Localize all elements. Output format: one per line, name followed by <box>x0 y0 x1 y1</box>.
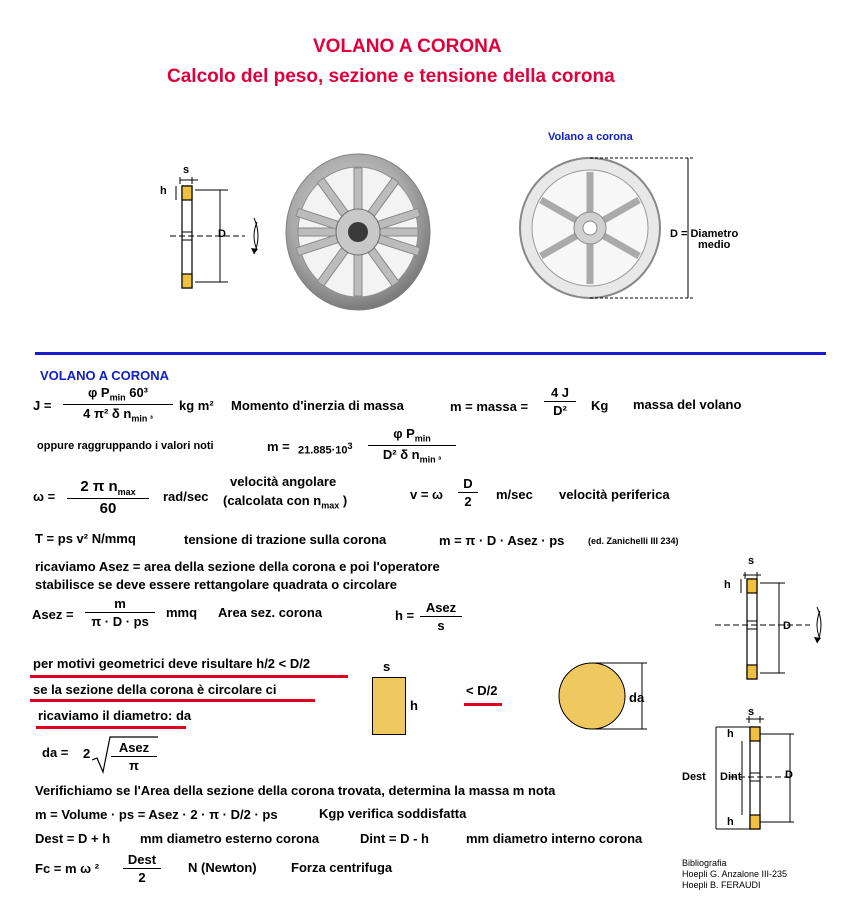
section-h-label: h <box>160 185 167 197</box>
h-fraction: Asez s <box>420 600 462 633</box>
rect-s-label: s <box>383 659 391 674</box>
circle-da-label: da <box>629 690 645 705</box>
alt-fraction: φ $P_{min}$ D² δ $n_{min ^3}$ <box>368 426 456 464</box>
right-dest-diagram <box>700 715 810 835</box>
geo-underline-2 <box>30 699 315 702</box>
j-desc: Momento d'inerzia di massa <box>231 398 404 413</box>
asez-unit: mmq <box>166 605 198 620</box>
v-desc: velocità periferica <box>559 487 670 502</box>
m-fraction: $\frac{4 J}{\text{D²}}$ <box>544 385 576 418</box>
right-dint-label: Dint <box>720 771 742 783</box>
asez-fraction: $\frac{m}{\pi \cdot D \cdot ps}$ <box>85 596 155 629</box>
omega-desc-1: velocità angolare <box>230 474 337 489</box>
right-h2-label: h <box>727 728 734 740</box>
ricaviamo-line-2: stabilisce se deve essere rettangolare quadrata o circolare <box>35 577 398 592</box>
t-eq: T = ps v² N/mmq <box>35 531 136 546</box>
alt-lhs: m = <box>267 439 290 454</box>
right-dest-label: Dest <box>682 771 706 783</box>
right-s-label: s <box>748 555 755 567</box>
geo-line-1: per motivi geometrici deve risultare h/2 < D/2 <box>33 656 311 671</box>
geo-line-2: se la sezione della corona è circolare ci <box>33 682 277 697</box>
geo-underline-1 <box>30 675 348 678</box>
dint-desc: mm diametro interno corona <box>466 831 643 846</box>
right-d-label: D <box>783 620 791 632</box>
verify-text: Verifichiamo se l'Area della sezione della corona trovata, determina la massa m nota <box>35 783 556 798</box>
omega-fraction: 2 π $n_{max}$ 60 <box>67 478 149 517</box>
ricaviamo-line-1: ricaviamo Asez = area della sezione della corona e poi l'operatore <box>35 559 440 574</box>
geo-line-3: ricaviamo il diametro: da <box>38 708 192 723</box>
lt-label: < D/2 <box>466 683 498 698</box>
diameter-label-2: medio <box>698 239 731 251</box>
section-d-label: D <box>218 228 226 240</box>
v-lhs: v = ω <box>410 487 444 502</box>
right-h-label: h <box>724 579 731 591</box>
page-subtitle: Calcolo del peso, sezione e tensione della corona <box>167 66 615 87</box>
asez-lhs: Asez = <box>32 607 74 622</box>
dest-desc: mm diametro esterno corona <box>140 831 320 846</box>
m2-eq: m = π · D · Asez · ps <box>439 533 565 548</box>
right-s2-label: s <box>748 706 755 718</box>
flywheel-section-diagram <box>150 160 270 295</box>
j-fraction: φ $P_{min}$ 60³ 4 π² δ $n_{min ^3}$ <box>63 385 173 423</box>
page-title: VOLANO A CORONA <box>313 36 502 57</box>
j-unit: kg m² <box>179 398 214 413</box>
bibliography-line-2: Hoepli B. FERAUDI <box>682 880 761 890</box>
lt-underline <box>464 703 502 706</box>
diameter-label-1: D = Diametro <box>670 228 739 240</box>
section-heading: VOLANO A CORONA <box>40 368 170 383</box>
right-section-diagram <box>715 565 835 685</box>
j-lhs: J = <box>33 398 52 413</box>
right-h3-label: h <box>727 816 734 828</box>
v-unit: m/sec <box>496 487 533 502</box>
section-s-label: s <box>183 164 190 176</box>
flywheel-photo <box>278 150 438 315</box>
alt-const: $21.885\cdot 10^3$ <box>298 441 353 457</box>
omega-unit: rad/sec <box>163 489 209 504</box>
m-desc: massa del volano <box>633 397 742 412</box>
rect-h-label: h <box>410 698 418 713</box>
fc-fraction: Dest 2 <box>123 852 161 885</box>
dint-eq: Dint = D - h <box>360 831 429 846</box>
m2-ref: (ed. Zanichelli III 234) <box>588 536 679 546</box>
photo2-caption: Volano a corona <box>548 131 633 143</box>
volume-eq: m = Volume · ps = Asez · 2 · π · D/2 · ps <box>35 807 278 822</box>
m-lhs: m = massa = <box>450 399 529 414</box>
volume-check: Kgp verifica soddisfatta <box>319 806 467 821</box>
section-divider <box>35 352 826 355</box>
asez-desc: Area sez. corona <box>218 605 323 620</box>
right-d2-label: D <box>785 769 793 781</box>
fc-desc: Forza centrifuga <box>291 860 393 875</box>
omega-lhs: ω = <box>33 489 56 504</box>
rect-section <box>372 677 406 735</box>
alt-text: oppure raggruppando i valori noti <box>37 440 214 452</box>
bibliography-title: Bibliografia <box>682 858 727 868</box>
v-fraction: $\frac{D}{2}$ <box>458 476 478 509</box>
fc-lhs: Fc = m ω ² <box>35 861 100 876</box>
fc-unit: N (Newton) <box>188 860 257 875</box>
t-desc: tensione di trazione sulla corona <box>184 532 387 547</box>
geo-underline-3 <box>36 726 186 729</box>
bibliography-line-1: Hoepli G. Anzalone III-235 <box>682 869 788 879</box>
m-unit: Kg <box>591 398 609 413</box>
omega-desc-2: (calcolata con $n_{max}$ ) <box>223 493 348 511</box>
dest-eq: Dest = D + h <box>35 831 111 846</box>
h-lhs: h = <box>395 608 415 623</box>
da-root-index: 2 <box>83 746 91 761</box>
da-fraction: Asez π <box>111 740 157 773</box>
da-lhs: da = <box>42 745 69 760</box>
